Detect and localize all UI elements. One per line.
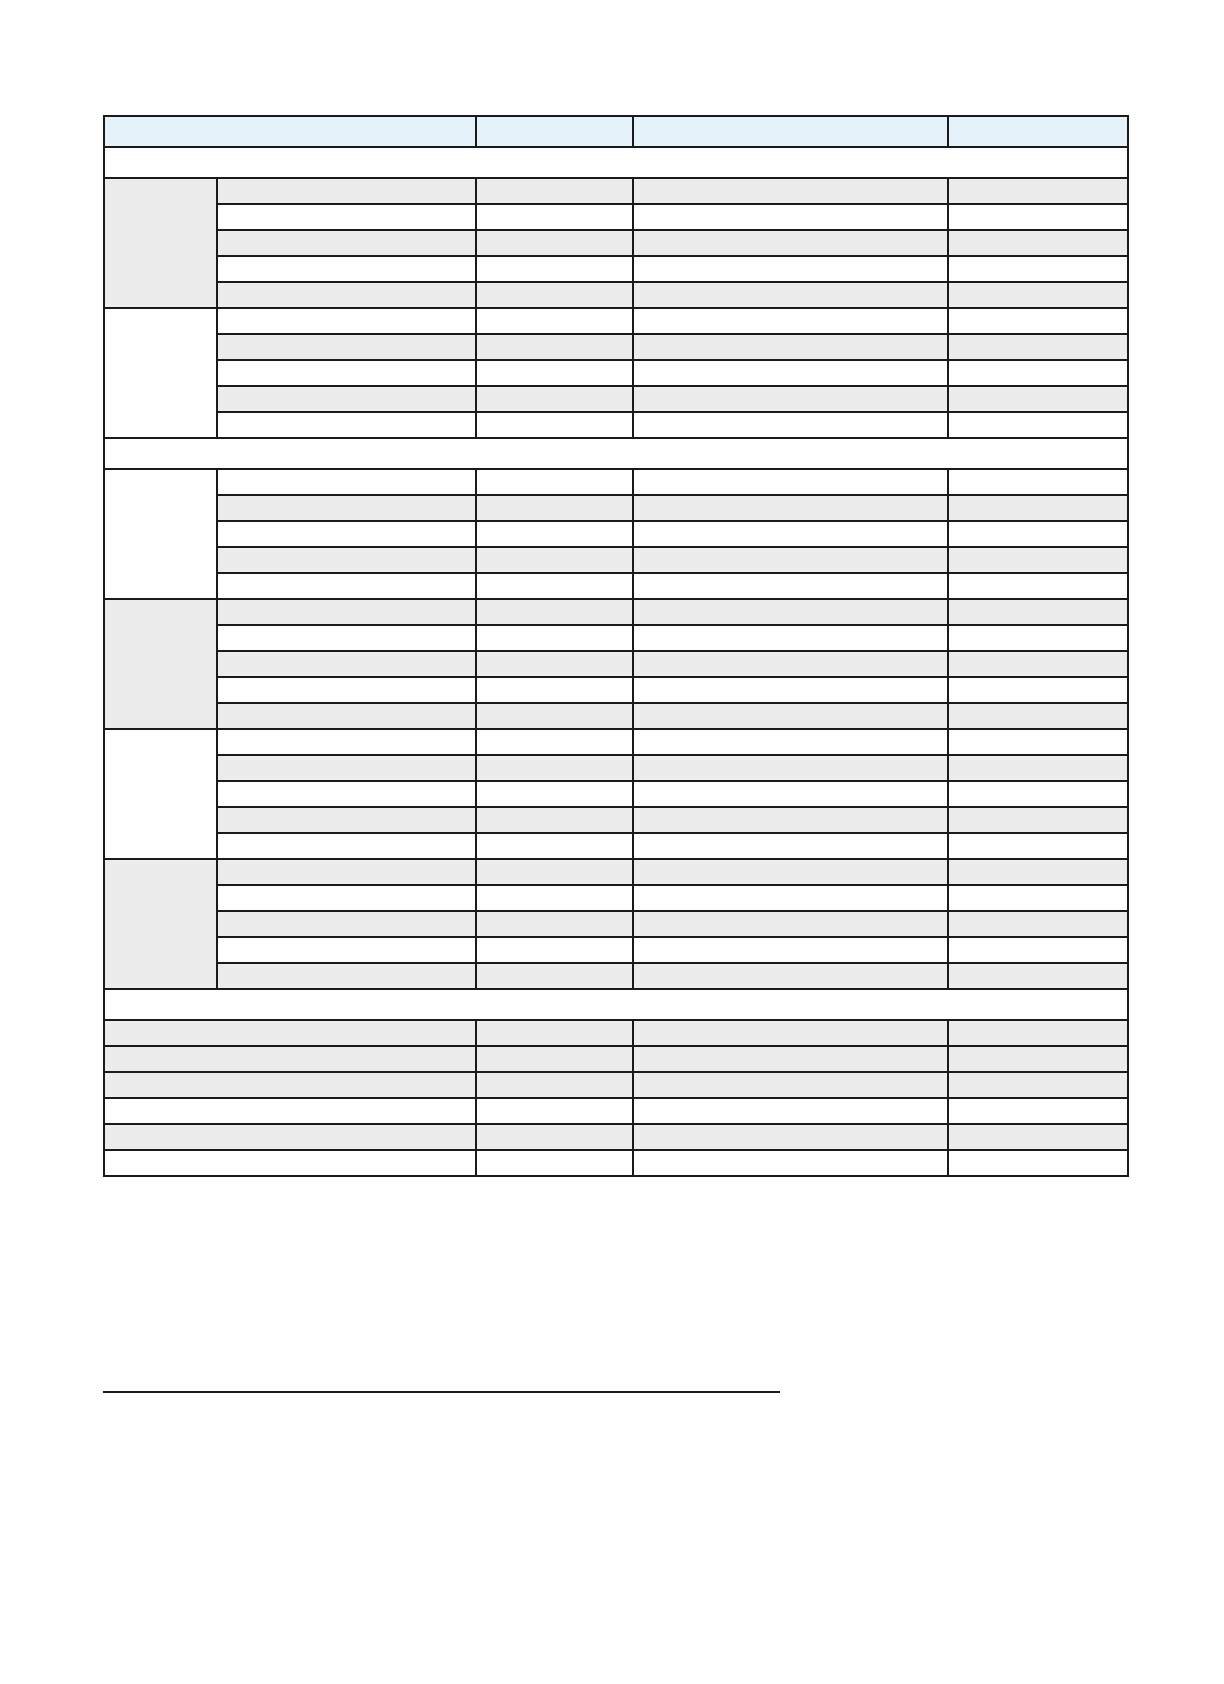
table-cell — [217, 729, 476, 755]
table-cell — [476, 833, 633, 859]
table-cell — [948, 1124, 1128, 1150]
table-cell — [633, 677, 948, 703]
table-cell — [476, 937, 633, 963]
table-row — [104, 469, 1128, 495]
data-table — [103, 115, 1129, 1177]
table-cell — [633, 963, 948, 989]
table-cell — [948, 625, 1128, 651]
table-row — [104, 412, 1128, 438]
table-cell — [948, 833, 1128, 859]
table-row — [104, 937, 1128, 963]
table-row — [104, 1046, 1128, 1072]
table-cell — [948, 885, 1128, 911]
table-row — [104, 599, 1128, 625]
table-cell — [948, 1072, 1128, 1098]
table-cell — [217, 178, 476, 204]
table-cell — [104, 1046, 476, 1072]
table-row — [104, 495, 1128, 521]
table-cell — [476, 282, 633, 308]
row-group-label — [104, 859, 217, 989]
column-header — [476, 116, 633, 147]
table-cell — [948, 308, 1128, 334]
table-row — [104, 282, 1128, 308]
table-cell — [633, 334, 948, 360]
table-cell — [948, 781, 1128, 807]
table-row — [104, 807, 1128, 833]
table-cell — [476, 178, 633, 204]
table-row — [104, 703, 1128, 729]
table-row — [104, 573, 1128, 599]
table-cell — [633, 308, 948, 334]
table-row — [104, 1020, 1128, 1046]
table-row — [104, 308, 1128, 334]
table-cell — [948, 651, 1128, 677]
table-cell — [476, 495, 633, 521]
table-cell — [948, 599, 1128, 625]
table-cell — [633, 807, 948, 833]
table-cell — [633, 625, 948, 651]
table-cell — [948, 282, 1128, 308]
table-cell — [104, 1150, 476, 1176]
table-row — [104, 677, 1128, 703]
table-cell — [948, 521, 1128, 547]
table-row — [104, 1072, 1128, 1098]
table-row — [104, 963, 1128, 989]
row-group-label — [104, 308, 217, 438]
table-cell — [948, 963, 1128, 989]
table-cell — [217, 911, 476, 937]
table-cell — [217, 833, 476, 859]
table-cell — [633, 1072, 948, 1098]
section-header-row — [104, 989, 1128, 1020]
table-row — [104, 1150, 1128, 1176]
table-cell — [948, 360, 1128, 386]
table-row — [104, 204, 1128, 230]
table-cell — [476, 230, 633, 256]
table-row — [104, 178, 1128, 204]
table-cell — [948, 573, 1128, 599]
table-cell — [476, 1150, 633, 1176]
table-cell — [633, 178, 948, 204]
table-cell — [948, 1046, 1128, 1072]
table-cell — [948, 1020, 1128, 1046]
table-cell — [217, 599, 476, 625]
table-cell — [633, 833, 948, 859]
table-cell — [476, 729, 633, 755]
table-cell — [217, 677, 476, 703]
table-cell — [217, 334, 476, 360]
table-cell — [217, 703, 476, 729]
table-cell — [948, 412, 1128, 438]
column-header — [104, 116, 476, 147]
table-cell — [633, 386, 948, 412]
table-row — [104, 256, 1128, 282]
table-cell — [948, 755, 1128, 781]
table-cell — [633, 729, 948, 755]
table-row — [104, 755, 1128, 781]
table-cell — [948, 386, 1128, 412]
table-row — [104, 521, 1128, 547]
table-cell — [217, 781, 476, 807]
table-cell — [633, 859, 948, 885]
table-cell — [217, 573, 476, 599]
table-cell — [948, 204, 1128, 230]
table-row — [104, 334, 1128, 360]
table-cell — [633, 204, 948, 230]
table-cell — [476, 963, 633, 989]
table-cell — [104, 1020, 476, 1046]
table-cell — [633, 230, 948, 256]
table-cell — [217, 282, 476, 308]
table-cell — [633, 412, 948, 438]
table-cell — [217, 885, 476, 911]
table-cell — [476, 677, 633, 703]
section-header-row — [104, 147, 1128, 178]
table-cell — [476, 911, 633, 937]
table-cell — [633, 495, 948, 521]
table-row — [104, 360, 1128, 386]
section-label — [104, 438, 1128, 469]
table-cell — [476, 386, 633, 412]
table-cell — [633, 1150, 948, 1176]
table-cell — [476, 1098, 633, 1124]
table-cell — [948, 495, 1128, 521]
table-cell — [104, 1072, 476, 1098]
row-group-label — [104, 469, 217, 599]
table-cell — [633, 547, 948, 573]
table-cell — [633, 469, 948, 495]
table-cell — [948, 178, 1128, 204]
table-cell — [948, 256, 1128, 282]
table-cell — [476, 885, 633, 911]
table-cell — [104, 1098, 476, 1124]
table-cell — [217, 625, 476, 651]
table-cell — [633, 911, 948, 937]
table-cell — [948, 911, 1128, 937]
table-cell — [476, 755, 633, 781]
table-cell — [633, 256, 948, 282]
table-cell — [217, 807, 476, 833]
table-cell — [633, 573, 948, 599]
row-group-label — [104, 178, 217, 308]
table-cell — [476, 1124, 633, 1150]
table-cell — [476, 334, 633, 360]
table-row — [104, 386, 1128, 412]
table-cell — [948, 703, 1128, 729]
table-cell — [633, 1098, 948, 1124]
table-cell — [476, 1072, 633, 1098]
table-cell — [633, 1046, 948, 1072]
table-cell — [948, 1150, 1128, 1176]
table-cell — [633, 521, 948, 547]
table-cell — [948, 469, 1128, 495]
table-cell — [476, 859, 633, 885]
table-cell — [476, 412, 633, 438]
table-cell — [948, 677, 1128, 703]
table-cell — [217, 755, 476, 781]
table-cell — [476, 573, 633, 599]
table-cell — [633, 1124, 948, 1150]
table-cell — [217, 651, 476, 677]
table-cell — [633, 360, 948, 386]
table-cell — [948, 807, 1128, 833]
table-cell — [633, 1020, 948, 1046]
table-cell — [476, 781, 633, 807]
table-cell — [948, 230, 1128, 256]
table-cell — [633, 781, 948, 807]
table-cell — [217, 469, 476, 495]
table-cell — [476, 547, 633, 573]
table-cell — [217, 386, 476, 412]
table-cell — [476, 360, 633, 386]
table-cell — [217, 256, 476, 282]
table-cell — [217, 937, 476, 963]
table-row — [104, 781, 1128, 807]
table-cell — [217, 308, 476, 334]
table-header-row — [104, 116, 1128, 147]
table-cell — [633, 703, 948, 729]
table-row — [104, 230, 1128, 256]
table-row — [104, 547, 1128, 573]
table-cell — [476, 1020, 633, 1046]
table-cell — [633, 885, 948, 911]
table-cell — [476, 204, 633, 230]
table-cell — [948, 937, 1128, 963]
table-cell — [633, 282, 948, 308]
table-cell — [633, 937, 948, 963]
table-row — [104, 911, 1128, 937]
table-cell — [217, 230, 476, 256]
table-row — [104, 729, 1128, 755]
table-cell — [633, 651, 948, 677]
row-group-label — [104, 599, 217, 729]
table-cell — [476, 599, 633, 625]
table-cell — [476, 521, 633, 547]
footnote-separator — [103, 1391, 780, 1393]
table-row — [104, 859, 1128, 885]
section-header-row — [104, 438, 1128, 469]
section-label — [104, 989, 1128, 1020]
table-cell — [476, 703, 633, 729]
table-cell — [217, 859, 476, 885]
row-group-label — [104, 729, 217, 859]
table-cell — [633, 599, 948, 625]
table-cell — [948, 547, 1128, 573]
table-cell — [217, 547, 476, 573]
table-cell — [633, 755, 948, 781]
table-row — [104, 1098, 1128, 1124]
table-row — [104, 625, 1128, 651]
table-cell — [948, 859, 1128, 885]
table-cell — [476, 469, 633, 495]
table-body — [104, 147, 1128, 1176]
table-row — [104, 833, 1128, 859]
table-cell — [476, 651, 633, 677]
table-cell — [476, 807, 633, 833]
table-row — [104, 1124, 1128, 1150]
table-cell — [948, 1098, 1128, 1124]
table-cell — [104, 1124, 476, 1150]
section-label — [104, 147, 1128, 178]
table-row — [104, 651, 1128, 677]
table-cell — [217, 963, 476, 989]
table-cell — [948, 729, 1128, 755]
table-row — [104, 885, 1128, 911]
table-cell — [217, 360, 476, 386]
table-cell — [476, 308, 633, 334]
table-cell — [476, 1046, 633, 1072]
table-cell — [217, 204, 476, 230]
table-cell — [217, 521, 476, 547]
table-cell — [948, 334, 1128, 360]
table-cell — [217, 495, 476, 521]
column-header — [948, 116, 1128, 147]
table-cell — [476, 256, 633, 282]
table-cell — [217, 412, 476, 438]
table-cell — [476, 625, 633, 651]
column-header — [633, 116, 948, 147]
